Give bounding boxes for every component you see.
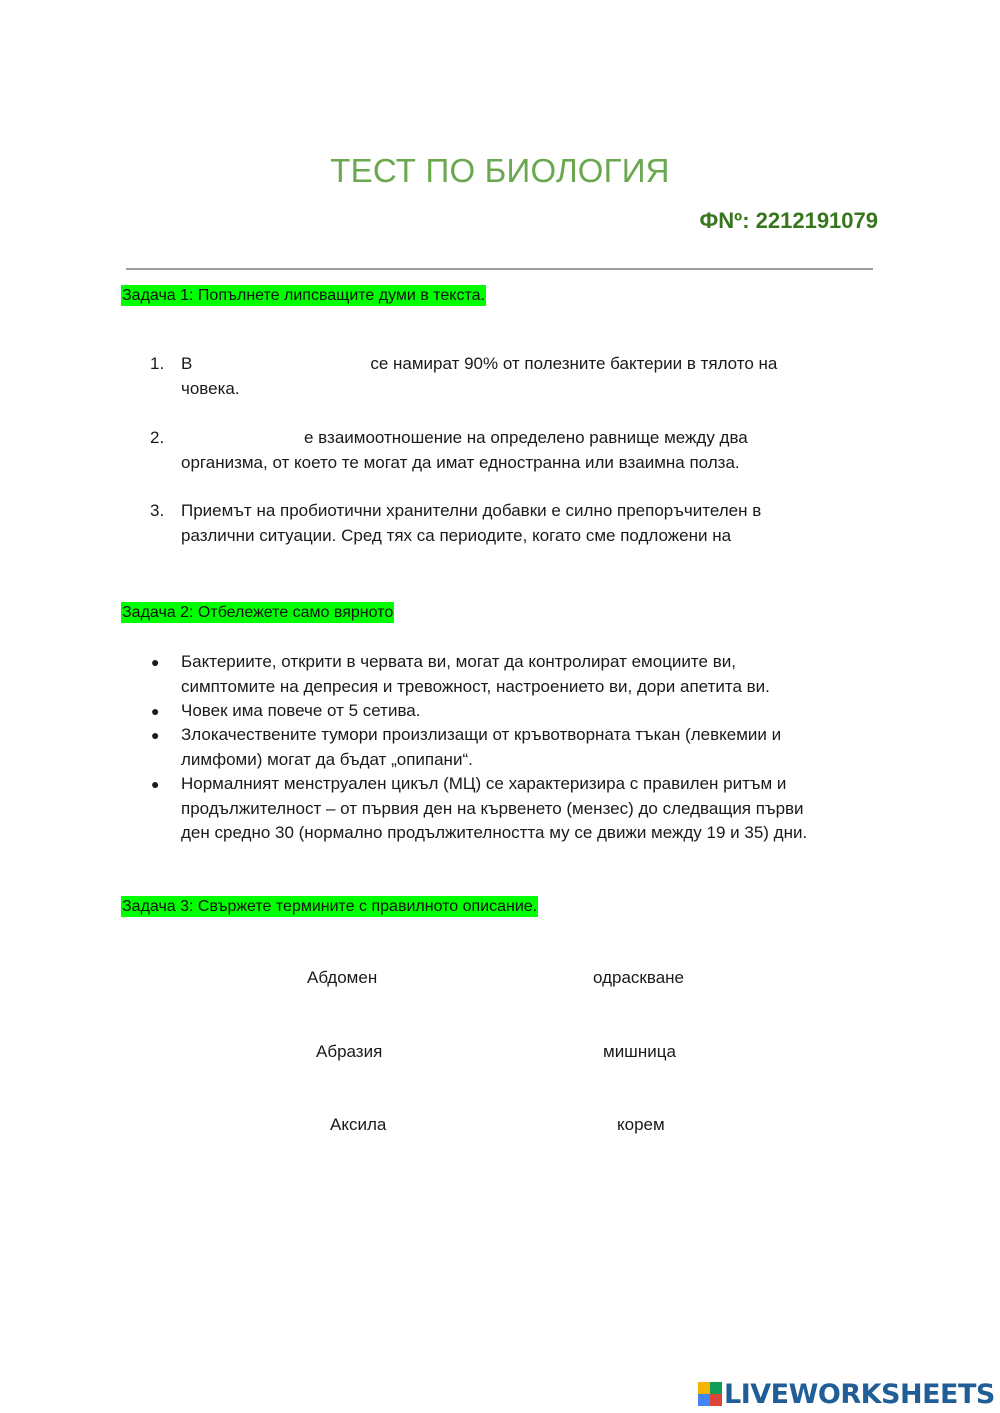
logo-text: LIVEWORKSHEETS xyxy=(724,1378,995,1410)
task1-item1 xyxy=(181,352,871,401)
statement-line: Злокачествените тумори произлизащи от кръвотворната тъкан (левкемии и xyxy=(181,725,782,744)
task2-label: Задача 2: Отбележете само вярното xyxy=(122,604,394,621)
task1-item2-number: 2. xyxy=(150,428,165,447)
task1-item2 xyxy=(181,426,871,475)
liveworksheets-logo-icon xyxy=(698,1382,722,1406)
faculty-number: ФNº: 2212191079 xyxy=(699,208,878,233)
task3-label: Задача 3: Свържете термините с правилното описание. xyxy=(122,898,538,915)
bullet: ● xyxy=(151,654,160,670)
term-abdomen[interactable]: Абдомен xyxy=(307,968,378,987)
task2-statement-1[interactable] xyxy=(181,650,871,699)
bullet: ● xyxy=(151,776,160,792)
statement-line: ден средно 30 (нормално продължителността му се движи между 19 и 35) дни. xyxy=(181,823,808,842)
divider xyxy=(126,268,873,270)
statement-line: Бактериите, открити в червата ви, могат да контролират емоциите ви, xyxy=(181,652,736,671)
task2-statement-2[interactable] xyxy=(181,699,871,724)
task1-item3 xyxy=(181,499,871,548)
statement-line: продължителност – от първия ден на кървенето (мензес) до следващия първи xyxy=(181,798,804,818)
task1-item1-line2: човека. xyxy=(181,378,240,398)
task1-item1-before: В xyxy=(181,354,193,373)
term-abrasion[interactable]: Абразия xyxy=(316,1042,383,1061)
statement-line: лимфоми) могат да бъдат „опипани“. xyxy=(181,749,473,769)
statement-line: Нормалният менструален цикъл (МЦ) се характеризира с правилен ритъм и xyxy=(181,774,787,793)
liveworksheets-logo xyxy=(698,1377,995,1411)
task1-item3-number: 3. xyxy=(150,501,165,520)
task1-item2-after: е взаимоотношение на определено равнище между два xyxy=(304,428,748,447)
bullet: ● xyxy=(151,727,160,743)
task2-statement-4[interactable] xyxy=(181,772,881,846)
description-belly[interactable]: корем xyxy=(617,1115,665,1134)
term-axilla[interactable]: Аксила xyxy=(330,1115,387,1134)
task1-item2-line2: организма, от което те могат да имат едностранна или взаимна полза. xyxy=(181,452,740,472)
task1-label: Задача 1: Попълнете липсващите думи в текста. xyxy=(122,287,485,304)
task1-item1-number: 1. xyxy=(150,354,165,373)
task1-item1-after: се намират 90% от полезните бактерии в тялото на xyxy=(370,354,778,373)
page-title: ТЕСТ ПО БИОЛОГИЯ xyxy=(330,152,670,189)
task1-item3-line2: различни ситуации. Сред тях са периодите, когато сме подложени на xyxy=(181,525,732,545)
bullet: ● xyxy=(151,703,160,719)
task1-item3-line1: Приемът на пробиотични хранителни добавки е силно препоръчителен в xyxy=(181,501,762,520)
task2-statement-3[interactable] xyxy=(181,723,871,772)
statement-line: Човек има повече от 5 сетива. xyxy=(181,701,421,720)
statement-line: симптомите на депресия и тревожност, настроението ви, дори апетита ви. xyxy=(181,676,770,696)
description-armpit[interactable]: мишница xyxy=(603,1042,676,1061)
description-scratch[interactable]: одраскване xyxy=(593,968,684,987)
